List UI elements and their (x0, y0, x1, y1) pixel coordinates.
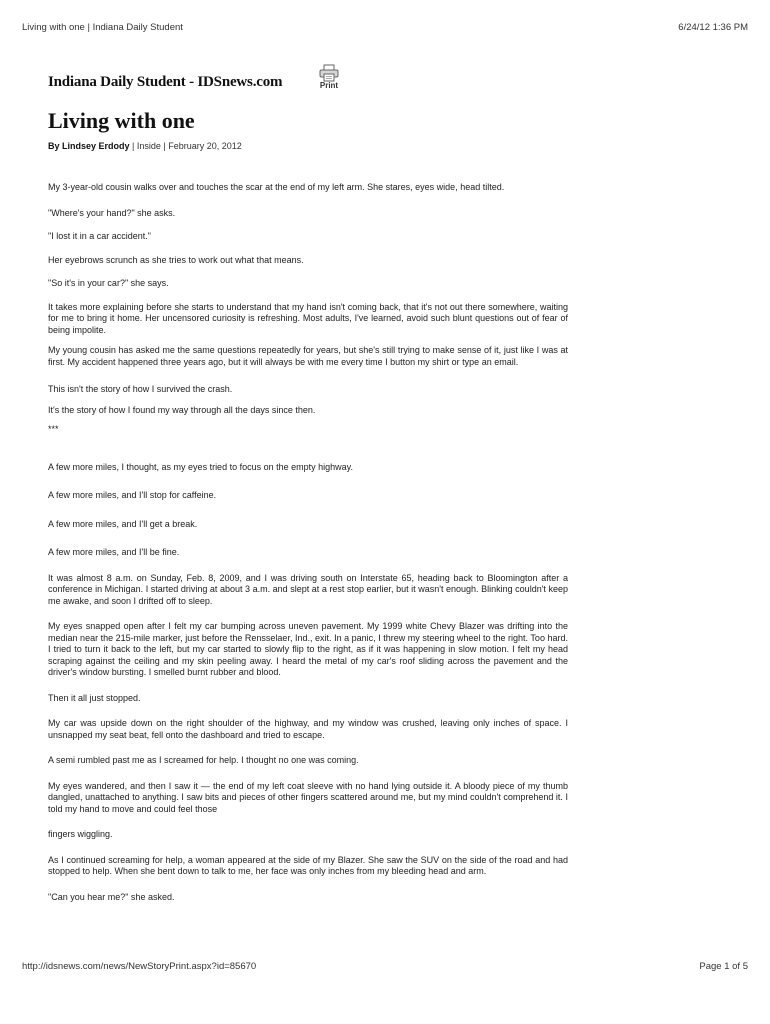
paragraph: Her eyebrows scrunch as she tries to work out what that means. (48, 254, 304, 265)
paragraph: "I lost it in a car accident." (48, 231, 151, 241)
paragraph: My 3-year-old cousin walks over and touches the scar at the end of my left arm. She stares, eyes wide, head tilted. (48, 182, 505, 192)
printer-icon (318, 64, 340, 82)
paragraph: "So it's in your car?" she says. (48, 278, 169, 288)
paragraph: It takes more explaining before she starts to understand that my hand isn't coming back, that it's not out there somewhere, waiting for me to bring it home. Her uncensored curiosity is refreshing. Most adults, I've learned, avoid such blunt questions out of fear of being impolite. (48, 301, 568, 335)
paragraph: My eyes wandered, and then I saw it — the end of my left coat sleeve with no hand lying outside it. A bloody piece of my thumb dangled, unattached to anything. I saw bits and pieces of other fingers scattered around me, but my mind couldn't comprehend it. I told my hand to move and could feel those (48, 780, 568, 814)
paragraph: This isn't the story of how I survived the crash. (48, 384, 233, 394)
article-body (48, 182, 568, 903)
site-name: Indiana Daily Student - IDSnews.com (48, 74, 283, 90)
print-button[interactable] (312, 64, 346, 90)
paragraph: "Where's your hand?" she asks. (48, 207, 176, 218)
paragraph: A few more miles, and I'll get a break. (48, 518, 198, 529)
paragraph: My young cousin has asked me the same questions repeatedly for years, but she's still trying to make sense of it, just like I was at first. My accident happened three years ago, but it will always be with me every time I button my shirt or type an email. (48, 345, 568, 367)
article-title: Living with one (48, 108, 195, 133)
paragraph: A semi rumbled past me as I screamed for help. I thought no one was coming. (48, 755, 359, 765)
paragraph: My eyes snapped open after I felt my car bumping across uneven pavement. My 1999 white Chevy Blazer was drifting into the median near the 215-mile marker, just before the Rensselaer, Ind., exit. In a panic, I threw my steering wheel to the right. Too hard. I tried to turn it back to the left, but my car started to slowly flip to the right, as if it was happening in slow motion. I felt my head scraping against the ceiling and my skin peeling away. I heard the metal of my car's roof sliding across the pavement and the driver's window bursting. I smelled burnt rubber and blood. (48, 621, 568, 677)
section-break: *** (48, 424, 59, 434)
paragraph: It was almost 8 a.m. on Sunday, Feb. 8, 2009, and I was driving south on Interstate 65, heading back to Bloomington after a conference in Michigan. I started driving at about 3 a.m. and slept at a rest stop earlier, but it wasn't enough. Blinking couldn't keep me awake, and soon I drifted off to sleep. (48, 572, 568, 606)
paragraph: It's the story of how I found my way through all the days since then. (48, 404, 316, 415)
paragraph: As I continued screaming for help, a woman appeared at the side of my Blazer. She saw the SUV on the side of the road and had stopped to help. When she bent down to talk to me, her face was only inches from my bleeding head and arm. (48, 854, 568, 876)
browser-page-title: Living with one | Indiana Daily Student (22, 22, 183, 33)
byline-section: Inside (136, 141, 161, 151)
byline-author: By Lindsey Erdody (48, 141, 130, 151)
paragraph: fingers wiggling. (48, 829, 113, 839)
byline-separator: | (129, 141, 137, 151)
paragraph: My car was upside down on the right shoulder of the highway, and my window was crushed, leaving only inches of space. I unsnapped my seat beat, fell onto the dashboard and tried to escape. (48, 718, 568, 740)
page-url: http://idsnews.com/news/NewStoryPrint.aspx?id=85670 (22, 961, 257, 972)
byline-date: February 20, 2012 (168, 141, 242, 151)
byline-separator: | (160, 141, 169, 151)
paragraph: A few more miles, I thought, as my eyes tried to focus on the empty highway. (48, 461, 353, 472)
byline (48, 141, 242, 151)
paragraph: A few more miles, and I'll be fine. (48, 547, 180, 557)
print-datetime: 6/24/12 1:36 PM (678, 22, 748, 33)
print-label: Print (319, 81, 339, 90)
page-number: Page 1 of 5 (699, 961, 748, 972)
paragraph: A few more miles, and I'll stop for caffeine. (48, 490, 217, 500)
paragraph: Then it all just stopped. (48, 692, 141, 703)
paragraph: "Can you hear me?" she asked. (48, 891, 175, 902)
